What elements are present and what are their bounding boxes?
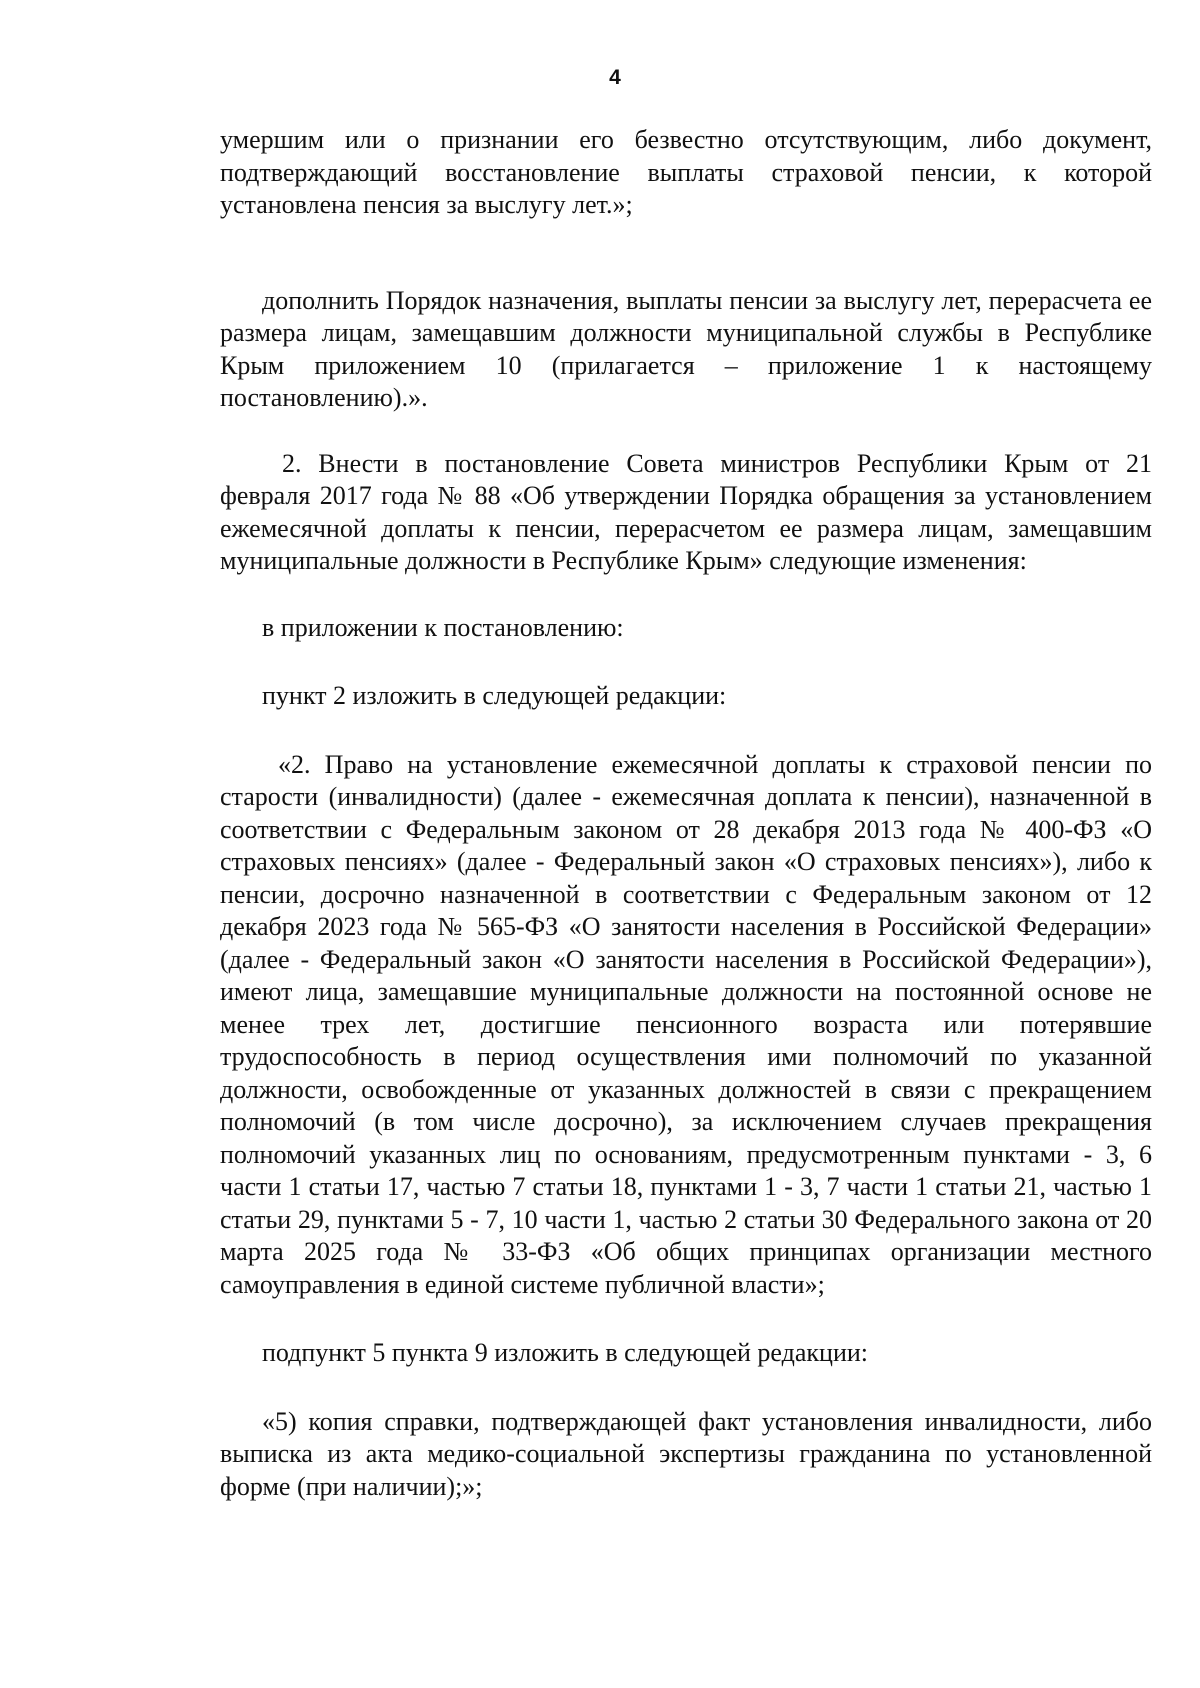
paragraph-in-appendix: в приложении к постановлению:: [262, 612, 624, 642]
paragraph-point-2-heading: пункт 2 изложить в следующей редакции:: [262, 681, 727, 710]
paragraph-item-2: 2. Внести в постановление Совета министров Республики Крым от 21 февраля 2017 года № 88 «Об утверждении Порядка обращения за установлением ежемесячной доплаты к пенсии, перерасчетом ее размера лицам, замещавшим муниципальные должности в Республике Крым» следующие изменения:: [220, 448, 1152, 575]
paragraph-point-2-text: «2. Право на установление ежемесячной доплаты к страховой пенсии по старости (инвалидности) (далее - ежемесячная доплата к пенсии), назначенной в соответствии с Федеральным законом от 28 декабря 2013 года № 400-ФЗ «О страховых пенсиях» (далее - Федеральный закон «О страховых пенсиях»), либо к пенсии, досрочно назначенной в соответствии с Федеральным законом от 12 декабря 2023 года № 565-ФЗ «О занятости населения в Российской Федерации» (далее - Федеральный закон «О занятости населения в Российской Федерации»), имеют лица, замещавшие муниципальные должности на постоянной основе не менее трех лет, достигшие пенсионного возраста или потерявшие трудоспособность в период осуществления ими полномочий по указанной должности, освобожденные от указанных должностей в связи с прекращением полномочий (в том числе досрочно), за исключением случаев прекращения полномочий указанных лиц по основаниям, предусмотренным пунктами - 3, 6 части 1 статьи 17, частью 7 статьи 18, пунктами 1 - 3, 7 части 1 статьи 21, частью 1 статьи 29, пунктами 5 - 7, 10 части 1, частью 2 статьи 30 Федерального закона от 20 марта 2025 года № 33-ФЗ «Об общих принципах организации местного самоуправления в единой системе публичной власти»;: [220, 749, 1152, 1299]
paragraph-subpoint-5-text: «5) копия справки, подтверждающей факт установления инвалидности, либо выписка из акта медико-социальной экспертизы гражданина по установленной форме (при наличии);»;: [220, 1406, 1152, 1501]
paragraph-continuation: умершим или о признании его безвестно отсутствующим, либо документ, подтверждающий восстановление выплаты страховой пенсии, к которой установлена пенсия за выслугу лет.»;: [220, 125, 1152, 219]
paragraph-subpoint-5-heading: подпункт 5 пункта 9 изложить в следующей редакции:: [262, 1338, 868, 1367]
page-number: 4: [609, 66, 621, 89]
document-body: [220, 124, 1152, 1503]
paragraph-supplement-procedure: дополнить Порядок назначения, выплаты пенсии за выслугу лет, перерасчета ее размера лицам, замещавшим должности муниципальной службы в Республике Крым приложением 10 (прилагается – приложение 1 к настоящему постановлению).».: [220, 285, 1152, 412]
